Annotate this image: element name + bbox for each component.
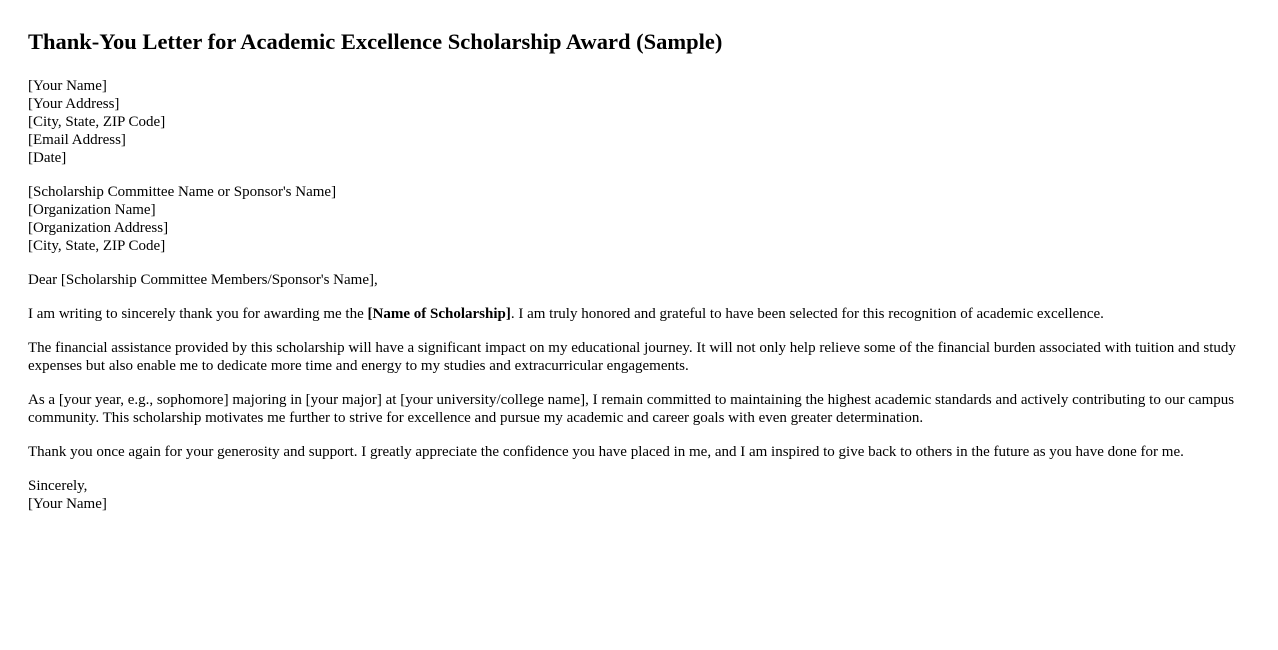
closing: Sincerely, bbox=[28, 478, 88, 494]
letter-paragraph-4: Thank you once again for your generosity and support. I greatly appreciate the confidence you have placed in me, and I am inspired to give back to others in the future as you have done for me. bbox=[28, 444, 1184, 460]
letter-paragraph-1 bbox=[28, 305, 1250, 323]
letter-page bbox=[28, 0, 1250, 529]
recipient-address: [Organization Address] bbox=[28, 220, 169, 236]
sender-date: [Date] bbox=[28, 150, 67, 166]
recipient-organization: [Organization Name] bbox=[28, 202, 156, 218]
signature: [Your Name] bbox=[28, 496, 107, 512]
sender-city-state-zip: [City, State, ZIP Code] bbox=[28, 114, 166, 130]
recipient-name: [Scholarship Committee Name or Sponsor's Name] bbox=[28, 184, 337, 200]
paragraph-1-text-before: I am writing to sincerely thank you for awarding me the bbox=[28, 306, 368, 322]
scholarship-name: [Name of Scholarship] bbox=[367, 306, 511, 322]
salutation: Dear [Scholarship Committee Members/Sponsor's Name], bbox=[28, 272, 378, 288]
sender-email: [Email Address] bbox=[28, 132, 126, 148]
closing-block bbox=[28, 477, 1250, 513]
recipient-address-block bbox=[28, 183, 1250, 255]
letter-paragraph-2: The financial assistance provided by this scholarship will have a significant impact on my educational journey. It will not only help relieve some of the financial burden associated with tuition and study expenses but also enable me to dedicate more time and energy to my studies and extracurricular engagements. bbox=[28, 340, 1236, 374]
sender-name: [Your Name] bbox=[28, 78, 107, 94]
paragraph-1-text-after: . I am truly honored and grateful to have been selected for this recognition of academic excellence. bbox=[510, 306, 1104, 322]
letter-paragraph-3: As a [your year, e.g., sophomore] majoring in [your major] at [your university/college name], I remain committed to maintaining the highest academic standards and actively contributing to our campus community. This scholarship motivates me further to strive for excellence and pursue my academic and career goals with even greater determination. bbox=[28, 392, 1235, 426]
page-title: Thank-You Letter for Academic Excellence Scholarship Award (Sample) bbox=[28, 29, 723, 54]
sender-address-block bbox=[28, 77, 1250, 167]
sender-address: [Your Address] bbox=[28, 96, 120, 112]
recipient-city-state-zip: [City, State, ZIP Code] bbox=[28, 238, 166, 254]
